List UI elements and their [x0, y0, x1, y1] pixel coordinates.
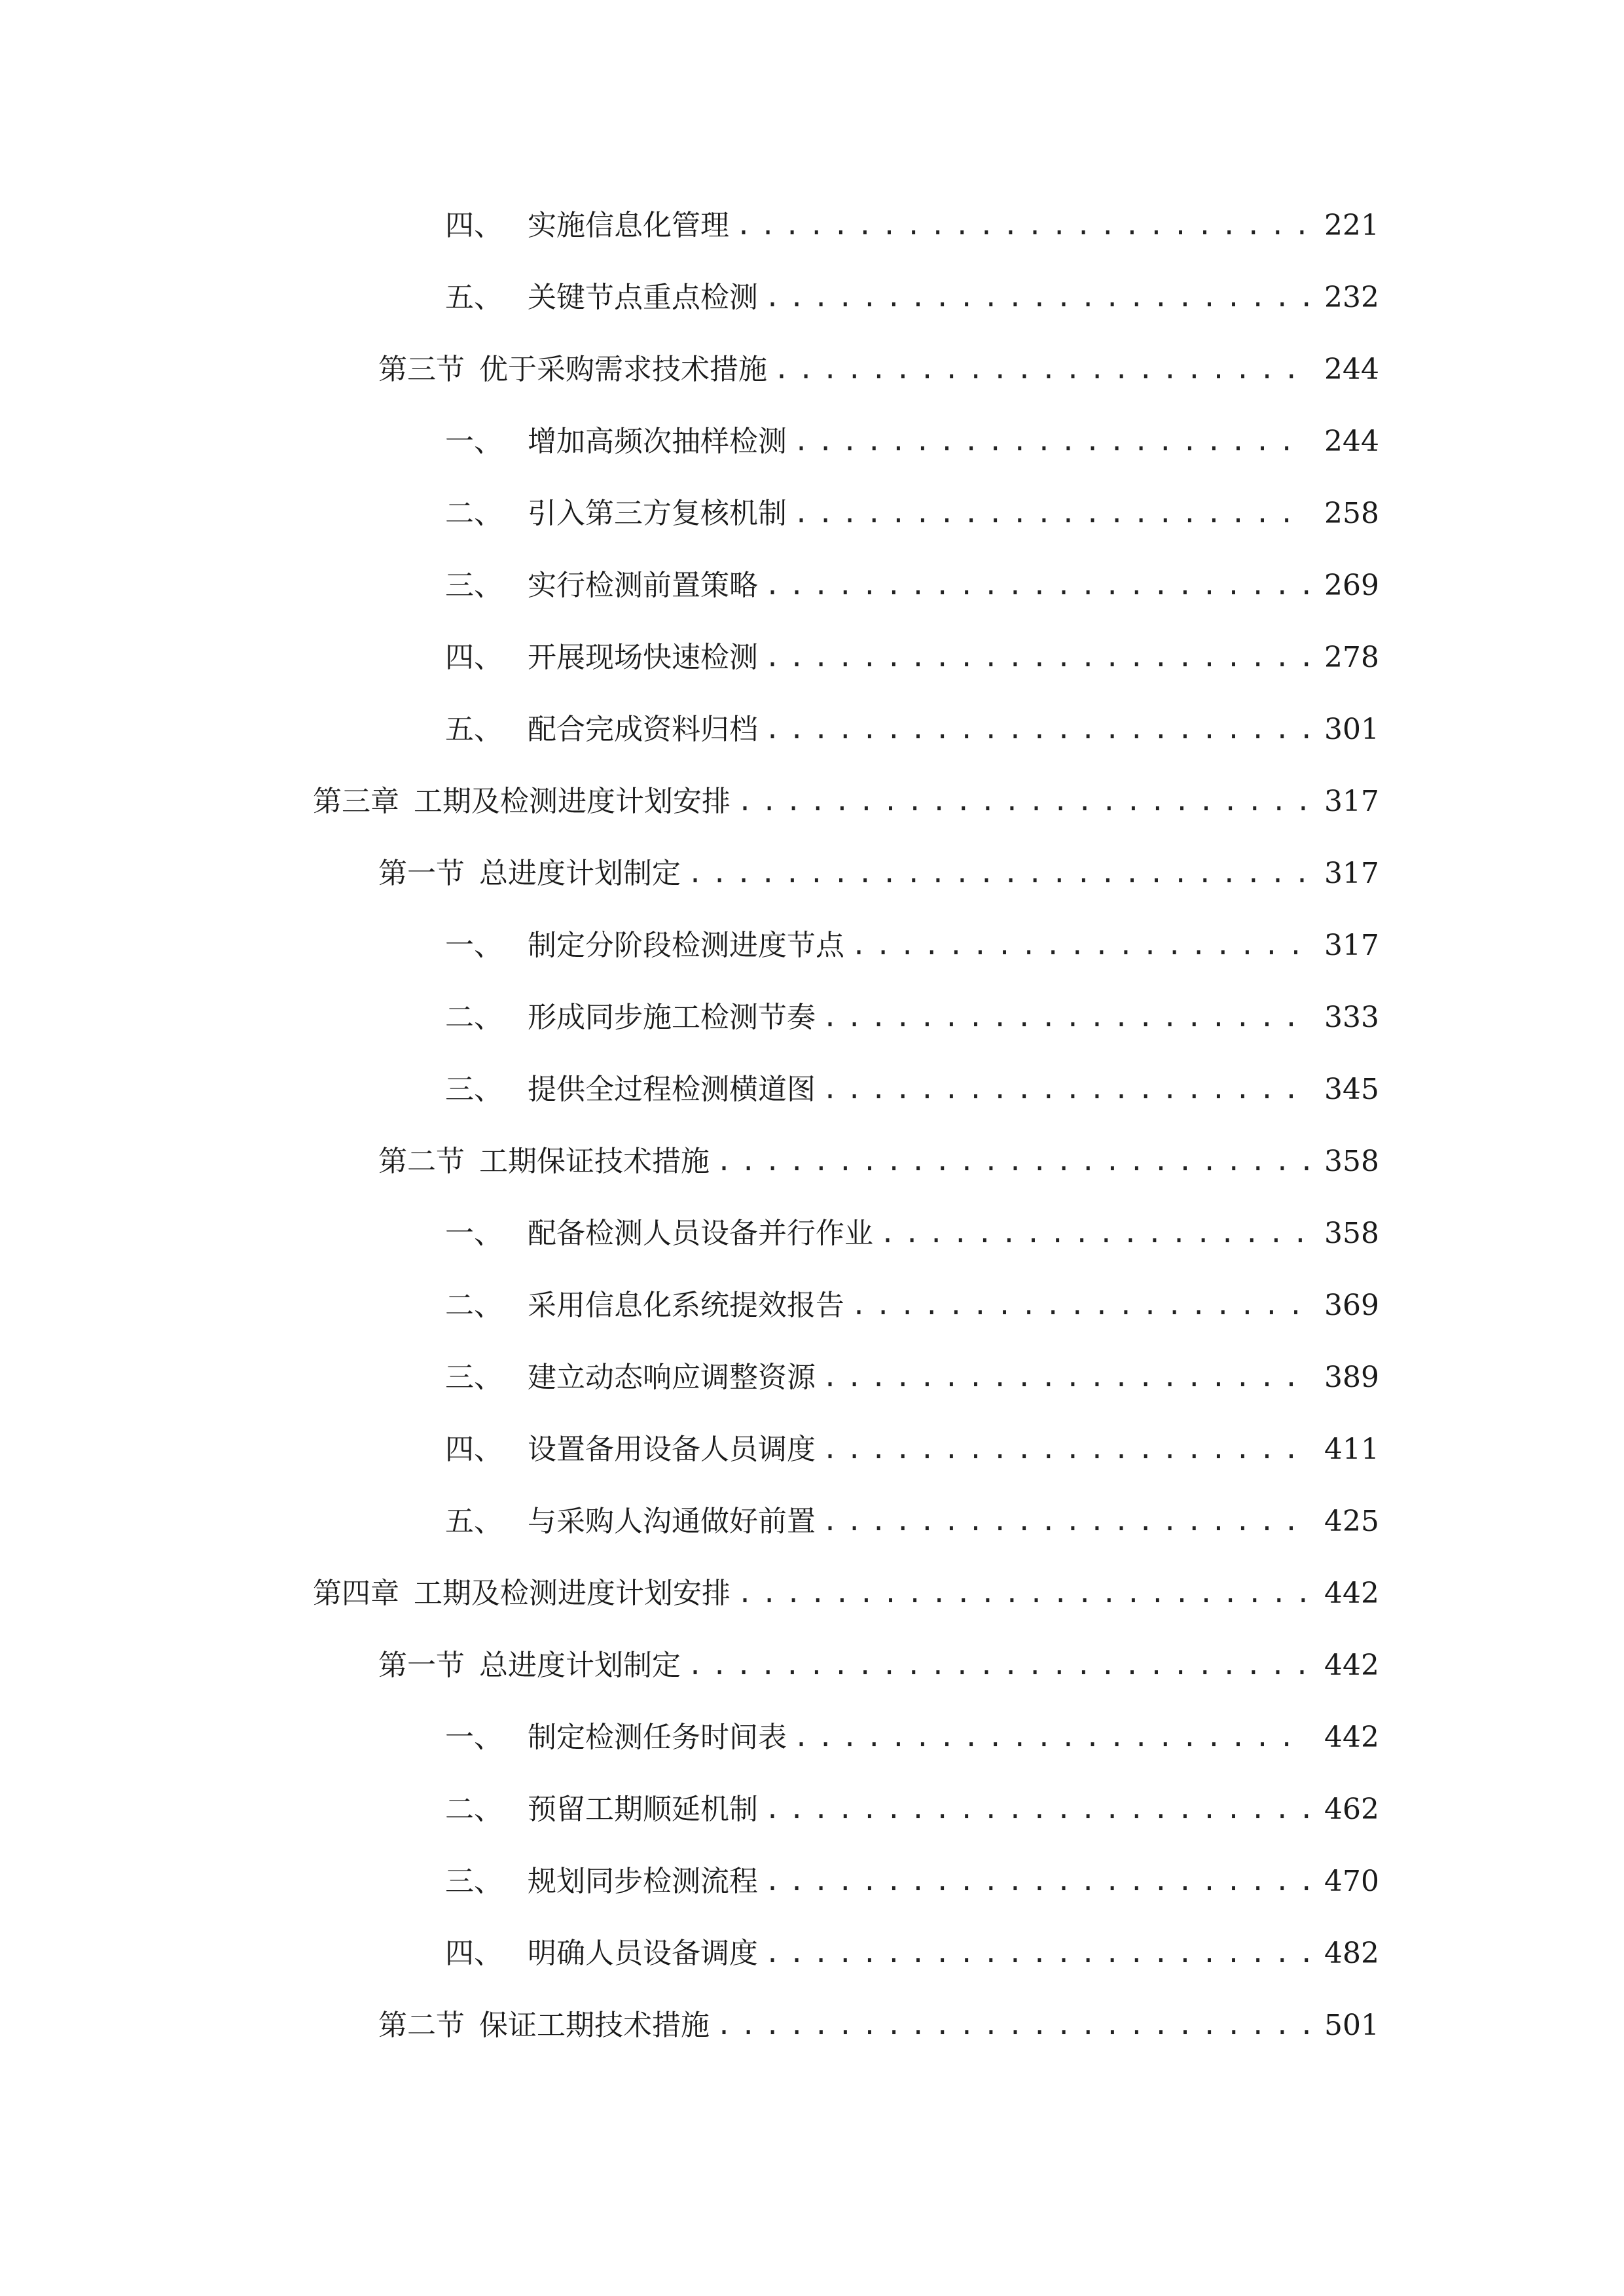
toc-entry-title: 配备检测人员设备并行作业: [528, 1217, 873, 1250]
toc-entry-number: 四、: [445, 1937, 503, 1970]
toc-entry-title: 建立动态响应调整资源: [528, 1361, 816, 1394]
toc-entry-title: 提供全过程检测横道图: [528, 1073, 816, 1106]
toc-entry-title: 工期及检测进度计划安排: [414, 785, 731, 818]
toc-entry-page: 278: [1324, 641, 1379, 674]
dot-leader: [793, 501, 1308, 527]
toc-entry-number: 二、: [445, 497, 503, 530]
toc-entry-title: 预留工期顺延机制: [528, 1793, 758, 1826]
dot-leader: [822, 1365, 1308, 1391]
dot-leader: [765, 573, 1308, 599]
toc-entry-number: 第四章: [313, 1577, 399, 1610]
toc-entry[interactable]: [0, 910, 1624, 982]
toc-entry-page: 442: [1324, 1649, 1379, 1682]
toc-entry[interactable]: [0, 1774, 1624, 1846]
toc-entry-number: 二、: [445, 1001, 503, 1034]
dot-leader: [765, 717, 1308, 743]
toc-entry-page: 369: [1324, 1289, 1379, 1322]
toc-entry[interactable]: [0, 1918, 1624, 1990]
toc-entry-number: 一、: [445, 425, 503, 458]
toc-entry-page: 389: [1324, 1361, 1379, 1394]
toc-entry-number: 第三节: [378, 353, 465, 386]
table-of-contents: [0, 190, 1624, 2062]
dot-leader: [765, 1797, 1308, 1823]
toc-entry-number: 第一节: [378, 1649, 465, 1682]
toc-entry-page: 470: [1324, 1865, 1379, 1898]
toc-entry-number: 四、: [445, 641, 503, 674]
toc-entry-page: 333: [1324, 1001, 1379, 1034]
toc-entry-page: 301: [1324, 713, 1379, 746]
toc-entry[interactable]: [0, 1630, 1624, 1702]
toc-entry[interactable]: [0, 406, 1624, 478]
toc-entry-title: 总进度计划制定: [479, 857, 681, 890]
toc-entry-page: 501: [1324, 2009, 1379, 2042]
toc-entry[interactable]: [0, 622, 1624, 694]
dot-leader: [822, 1437, 1308, 1463]
toc-entry-page: 244: [1324, 353, 1379, 386]
toc-entry-title: 增加高频次抽样检测: [528, 425, 787, 458]
dot-leader: [822, 1077, 1308, 1103]
dot-leader: [765, 1869, 1308, 1895]
toc-entry-number: 一、: [445, 1721, 503, 1754]
toc-entry-page: 244: [1324, 425, 1379, 458]
toc-entry-title: 工期及检测进度计划安排: [414, 1577, 731, 1610]
dot-leader: [737, 1581, 1308, 1607]
dot-leader: [716, 2013, 1308, 2039]
toc-entry-number: 一、: [445, 1217, 503, 1250]
toc-entry-number: 二、: [445, 1289, 503, 1322]
toc-entry-number: 四、: [445, 209, 503, 242]
toc-entry-number: 第二节: [378, 2009, 465, 2042]
toc-entry-page: 221: [1324, 209, 1379, 242]
dot-leader: [793, 429, 1308, 455]
toc-entry-title: 关键节点重点检测: [528, 281, 758, 314]
toc-entry-number: 三、: [445, 1361, 503, 1394]
toc-entry[interactable]: [0, 838, 1624, 910]
toc-entry-title: 工期保证技术措施: [479, 1145, 710, 1178]
dot-leader: [765, 285, 1308, 311]
toc-entry[interactable]: [0, 550, 1624, 622]
toc-entry-page: 358: [1324, 1145, 1379, 1178]
toc-entry[interactable]: [0, 1486, 1624, 1558]
toc-entry-page: 258: [1324, 497, 1379, 530]
toc-entry[interactable]: [0, 1702, 1624, 1774]
toc-entry[interactable]: [0, 262, 1624, 334]
toc-entry-title: 制定分阶段检测进度节点: [528, 929, 844, 962]
toc-entry[interactable]: [0, 1270, 1624, 1342]
toc-entry-title: 明确人员设备调度: [528, 1937, 758, 1970]
toc-entry-page: 232: [1324, 281, 1379, 314]
toc-entry[interactable]: [0, 1198, 1624, 1270]
toc-entry-number: 三、: [445, 1073, 503, 1106]
toc-entry-title: 保证工期技术措施: [479, 2009, 710, 2042]
toc-entry-page: 482: [1324, 1937, 1379, 1970]
toc-entry[interactable]: [0, 190, 1624, 262]
toc-entry-page: 317: [1324, 785, 1379, 818]
dot-leader: [822, 1005, 1308, 1031]
toc-entry-title: 制定检测任务时间表: [528, 1721, 787, 1754]
toc-entry[interactable]: [0, 766, 1624, 838]
toc-entry-page: 411: [1324, 1433, 1379, 1466]
toc-entry[interactable]: [0, 982, 1624, 1054]
dot-leader: [716, 1149, 1308, 1175]
toc-entry-number: 第一节: [378, 857, 465, 890]
toc-entry-title: 采用信息化系统提效报告: [528, 1289, 844, 1322]
toc-entry-number: 一、: [445, 929, 503, 962]
toc-entry-page: 442: [1324, 1721, 1379, 1754]
toc-entry-page: 442: [1324, 1577, 1379, 1610]
dot-leader: [737, 789, 1308, 815]
toc-entry-page: 462: [1324, 1793, 1379, 1826]
toc-entry[interactable]: [0, 1990, 1624, 2062]
toc-entry-number: 二、: [445, 1793, 503, 1826]
toc-entry-title: 设置备用设备人员调度: [528, 1433, 816, 1466]
dot-leader: [736, 213, 1308, 239]
toc-entry-title: 引入第三方复核机制: [528, 497, 787, 530]
toc-entry[interactable]: [0, 1414, 1624, 1486]
toc-entry-number: 第三章: [313, 785, 399, 818]
toc-entry-page: 345: [1324, 1073, 1379, 1106]
toc-entry-number: 四、: [445, 1433, 503, 1466]
toc-entry-page: 425: [1324, 1505, 1379, 1538]
dot-leader: [851, 1293, 1308, 1319]
toc-entry[interactable]: [0, 1342, 1624, 1414]
dot-leader: [851, 933, 1308, 959]
dot-leader: [774, 357, 1308, 383]
toc-entry-title: 实行检测前置策略: [528, 569, 758, 602]
toc-entry[interactable]: [0, 694, 1624, 766]
toc-entry-number: 五、: [445, 281, 503, 314]
dot-leader: [765, 645, 1308, 671]
dot-leader: [687, 861, 1308, 887]
toc-entry-page: 317: [1324, 857, 1379, 890]
toc-entry-number: 五、: [445, 1505, 503, 1538]
toc-entry-title: 开展现场快速检测: [528, 641, 758, 674]
toc-entry[interactable]: [0, 1126, 1624, 1198]
dot-leader: [793, 1725, 1308, 1751]
toc-entry-title: 总进度计划制定: [479, 1649, 681, 1682]
toc-entry-number: 第二节: [378, 1145, 465, 1178]
dot-leader: [822, 1509, 1308, 1535]
toc-entry-title: 规划同步检测流程: [528, 1865, 758, 1898]
toc-entry-page: 317: [1324, 929, 1379, 962]
toc-entry[interactable]: [0, 478, 1624, 550]
dot-leader: [687, 1653, 1308, 1679]
toc-entry[interactable]: [0, 334, 1624, 406]
dot-leader: [880, 1221, 1308, 1247]
toc-entry-title: 优于采购需求技术措施: [479, 353, 767, 386]
toc-entry[interactable]: [0, 1054, 1624, 1126]
toc-entry-title: 与采购人沟通做好前置: [528, 1505, 816, 1538]
toc-entry-title: 配合完成资料归档: [528, 713, 758, 746]
toc-entry-number: 三、: [445, 1865, 503, 1898]
dot-leader: [765, 1941, 1308, 1967]
toc-entry-title: 实施信息化管理: [528, 209, 729, 242]
toc-entry-title: 形成同步施工检测节奏: [528, 1001, 816, 1034]
toc-entry[interactable]: [0, 1846, 1624, 1918]
toc-entry-page: 358: [1324, 1217, 1379, 1250]
toc-entry[interactable]: [0, 1558, 1624, 1630]
toc-entry-page: 269: [1324, 569, 1379, 602]
toc-entry-number: 五、: [445, 713, 503, 746]
toc-entry-number: 三、: [445, 569, 503, 602]
